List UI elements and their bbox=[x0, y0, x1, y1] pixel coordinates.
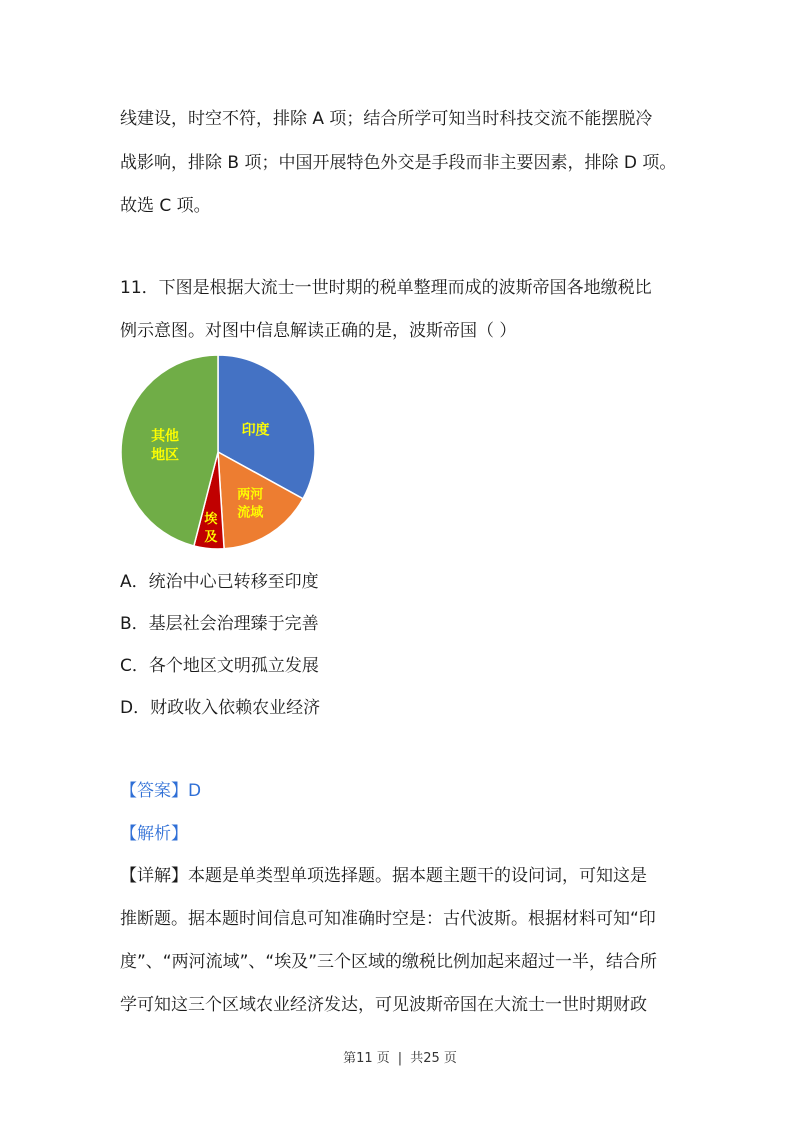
page-number: 第11 页 bbox=[343, 1051, 390, 1066]
detail-line: 推断题。据本题时间信息可知准确时空是：古代波斯。根据材料可知“印 bbox=[120, 909, 656, 929]
option-c: C．各个地区文明孤立发展 bbox=[120, 656, 319, 676]
text-line: 战影响，排除 B 项；中国开展特色外交是手段而非主要因素，排除 D 项。 bbox=[120, 153, 677, 173]
total-pages: 共25 页 bbox=[410, 1051, 457, 1066]
text-line: 故选 C 项。 bbox=[120, 196, 211, 216]
footer-separator: | bbox=[397, 1051, 403, 1066]
option-b: B．基层社会治理臻于完善 bbox=[120, 614, 319, 634]
detail-line: 学可知这三个区域农业经济发达，可见波斯帝国在大流士一世时期财政 bbox=[120, 995, 647, 1015]
answer-value: D bbox=[188, 781, 202, 801]
detail-line: 【详解】本题是单类型单项选择题。据本题主题干的设问词，可知这是 bbox=[120, 866, 647, 886]
tax-pie-chart bbox=[118, 350, 318, 554]
answer-label: 【答案】 bbox=[120, 781, 188, 801]
pie-slice-label: 两河流域 bbox=[237, 487, 264, 521]
page-footer bbox=[0, 1047, 800, 1066]
question-stem-line: 11．下图是根据大流士一世时期的税单整理而成的波斯帝国各地缴税比 bbox=[120, 278, 652, 298]
pie-slice-label: 其他地区 bbox=[151, 428, 180, 464]
pie-slice-label: 埃及 bbox=[204, 511, 218, 545]
analysis-label: 【解析】 bbox=[120, 824, 188, 844]
detail-line: 度”、“两河流域”、“埃及”三个区域的缴税比例加起来超过一半，结合所 bbox=[120, 952, 658, 972]
pie-slice-label: 印度 bbox=[241, 422, 270, 439]
option-d: D．财政收入依赖农业经济 bbox=[120, 698, 321, 718]
text-line: 线建设，时空不符，排除 A 项；结合所学可知当时科技交流不能摆脱冷 bbox=[120, 109, 653, 129]
answer-line bbox=[120, 779, 201, 803]
question-stem-line: 例示意图。对图中信息解读正确的是，波斯帝国（ ） bbox=[120, 321, 517, 341]
option-a: A．统治中心已转移至印度 bbox=[120, 572, 319, 592]
